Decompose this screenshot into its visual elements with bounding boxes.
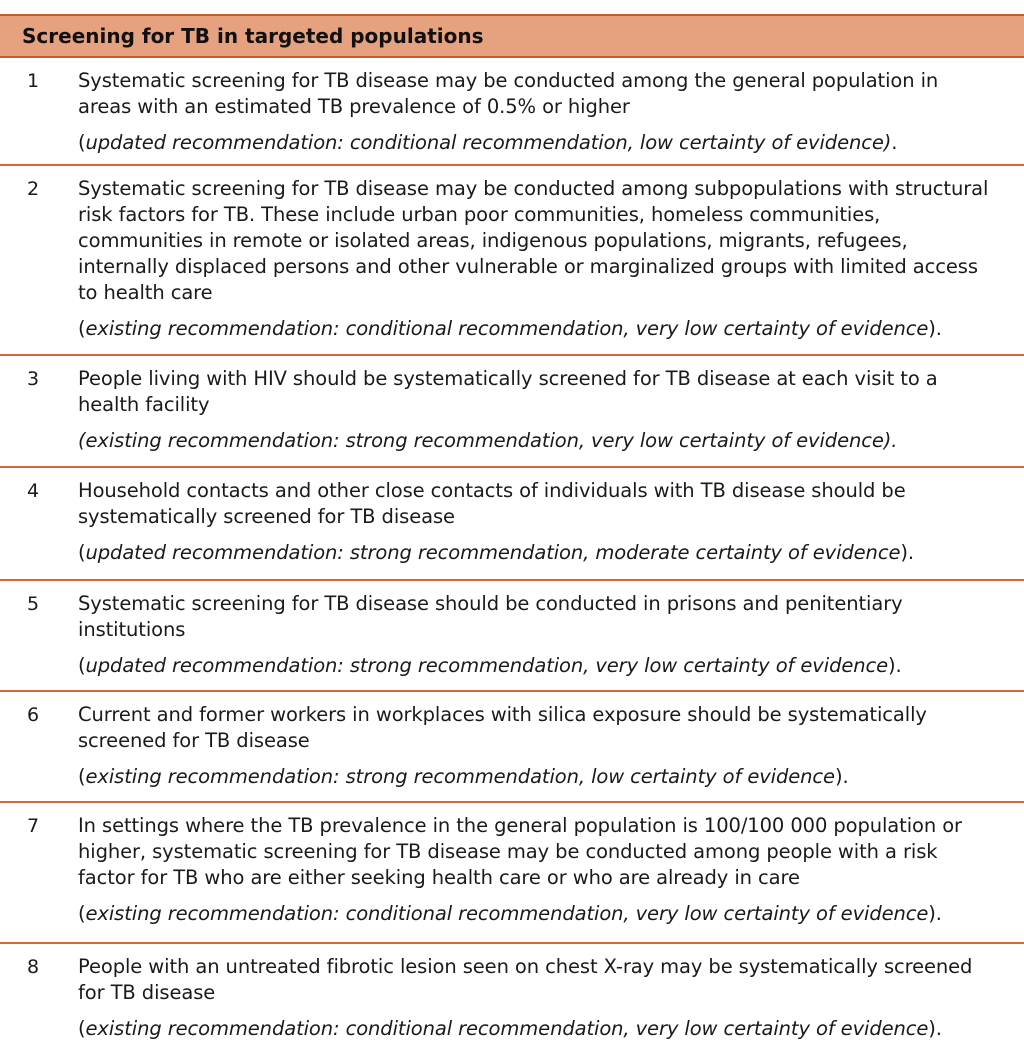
note-open: ( (78, 654, 86, 677)
row-content (78, 356, 1024, 454)
note-close: ). (888, 654, 902, 677)
table-row (0, 468, 1024, 581)
row-number: 6 (27, 704, 40, 726)
table-title: Screening for TB in targeted populations (22, 24, 484, 48)
recommendations-table (0, 14, 1024, 1056)
note-close: ). (900, 541, 914, 564)
note-italic: updated recommendation: conditional recommendation, low certainty of evidence) (85, 131, 892, 154)
note-italic: existing recommendation: conditional recommendation, very low certainty of evidence (85, 1017, 929, 1040)
row-content (78, 692, 1024, 790)
note-open: ( (78, 131, 86, 154)
table-row (0, 356, 1024, 468)
row-number: 8 (27, 956, 40, 978)
row-number: 2 (27, 178, 40, 200)
note-close: ). (928, 902, 942, 925)
table-row (0, 944, 1024, 1056)
note-open: ( (78, 1017, 86, 1040)
row-content (78, 468, 1024, 566)
row-number: 7 (27, 815, 40, 837)
note-close: ). (834, 765, 849, 788)
recommendation-text: People with an untreated fibrotic lesion seen on chest X-ray may be systematically screened for TB disease (78, 955, 973, 1004)
note-italic: existing recommendation: conditional recommendation, very low certainty of evidence (85, 317, 929, 340)
recommendation-note (78, 901, 996, 927)
table-row (0, 692, 1024, 803)
recommendation-text: Systematic screening for TB disease should be conducted in prisons and penitentiary institutions (78, 592, 903, 641)
recommendation-note (78, 316, 996, 342)
note-italic: existing recommendation: conditional recommendation, very low certainty of evidence (85, 902, 929, 925)
note-italic: existing recommendation: strong recommendation, low certainty of evidence (85, 765, 835, 788)
note-close: ). (928, 317, 942, 340)
row-content (78, 58, 1024, 156)
recommendation-text: People living with HIV should be systematically screened for TB disease at each visit to a health facility (78, 367, 938, 416)
row-content (78, 944, 1024, 1042)
note-open: ( (78, 765, 86, 788)
recommendation-note (78, 1016, 996, 1042)
note-open: ( (78, 541, 86, 564)
note-italic: updated recommendation: strong recommendation, moderate certainty of evidence (85, 541, 901, 564)
table-row (0, 166, 1024, 356)
note-close: ). (928, 1017, 942, 1040)
table-header (0, 14, 1024, 58)
recommendation-note (78, 540, 996, 566)
row-number: 4 (27, 480, 40, 502)
row-content (78, 166, 1024, 342)
row-number: 1 (27, 70, 40, 92)
recommendation-note (78, 130, 996, 156)
recommendation-text: Systematic screening for TB disease may be conducted among the general population in areas with an estimated TB prevalence of 0.5% or higher (78, 69, 939, 118)
note-close: . (891, 131, 898, 154)
note-open: ( (78, 317, 86, 340)
recommendation-text: Systematic screening for TB disease may be conducted among subpopulations with structural risk factors for TB. These include urban poor communities, homeless communities, communities in remote or isolated areas, indigenous populations, migrants, refugees, internally displaced persons and other vulnerable or marginalized groups with limited access to health care (78, 177, 989, 304)
note-open: ( (78, 902, 86, 925)
table-row (0, 803, 1024, 944)
recommendation-text: In settings where the TB prevalence in the general population is 100/100 000 population or higher, systematic screening for TB disease may be conducted among people with a risk factor for TB who are either seeking health care or who are already in care (78, 814, 962, 889)
table-row (0, 581, 1024, 692)
recommendation-text: Household contacts and other close contacts of individuals with TB disease should be systematically screened for TB disease (78, 479, 906, 528)
row-number: 3 (27, 368, 40, 390)
note-italic: (existing recommendation: strong recommendation, very low certainty of evidence). (78, 429, 898, 452)
recommendation-text: Current and former workers in workplaces with silica exposure should be systematically screened for TB disease (78, 703, 927, 752)
recommendation-note (78, 653, 996, 679)
recommendation-note (78, 428, 996, 454)
row-content (78, 581, 1024, 679)
row-content (78, 803, 1024, 927)
table-row (0, 58, 1024, 166)
note-italic: updated recommendation: strong recommendation, very low certainty of evidence (85, 654, 889, 677)
recommendation-note (78, 764, 996, 790)
row-number: 5 (27, 593, 40, 615)
